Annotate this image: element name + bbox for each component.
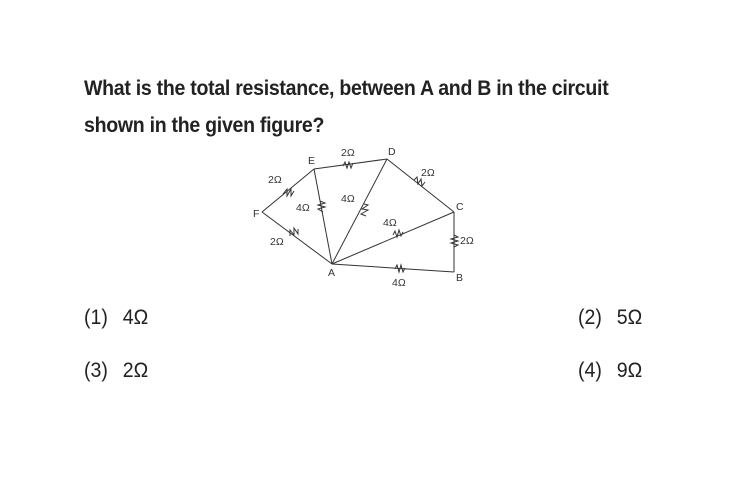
resistor-dc-label: 2Ω xyxy=(421,167,435,179)
option-1[interactable] xyxy=(84,306,148,330)
resistor-labels xyxy=(268,147,474,289)
resistor-fa-label: 2Ω xyxy=(270,236,284,248)
resistor-fe-label: 2Ω xyxy=(268,174,282,186)
wire-a-b xyxy=(332,264,454,272)
option-3[interactable] xyxy=(84,359,148,383)
question-line-1: What is the total resistance, between A and B in the circuit xyxy=(84,77,609,100)
node-label-e: E xyxy=(308,155,316,167)
node-label-a: A xyxy=(328,267,336,279)
resistor-ab-label: 4Ω xyxy=(392,277,406,289)
node-label-f: F xyxy=(253,208,260,220)
node-label-d: D xyxy=(388,146,396,158)
resistor-ed-label: 2Ω xyxy=(341,147,355,159)
option-2-number: (2) xyxy=(578,306,602,329)
option-3-number: (3) xyxy=(84,359,108,382)
wire-e-a xyxy=(314,169,332,264)
option-2-value: 5Ω xyxy=(616,306,643,329)
option-4-number: (4) xyxy=(578,359,602,382)
resistor-da-label: 4Ω xyxy=(341,193,355,205)
option-4-value: 9Ω xyxy=(616,359,643,382)
resistor-fa-symbol xyxy=(290,228,298,236)
option-2[interactable] xyxy=(578,306,642,330)
wire-d-a xyxy=(332,159,387,264)
resistor-ca-label: 4Ω xyxy=(383,217,397,229)
resistor-ea-label: 4Ω xyxy=(296,202,310,214)
resistor-cb-label: 2Ω xyxy=(460,235,474,247)
option-1-value: 4Ω xyxy=(122,306,149,329)
option-3-value: 2Ω xyxy=(122,359,149,382)
node-label-c: C xyxy=(456,201,464,213)
node-label-b: B xyxy=(456,272,464,284)
question-line-2: shown in the given figure? xyxy=(84,114,325,137)
option-1-number: (1) xyxy=(84,306,108,329)
option-4[interactable] xyxy=(578,359,642,383)
